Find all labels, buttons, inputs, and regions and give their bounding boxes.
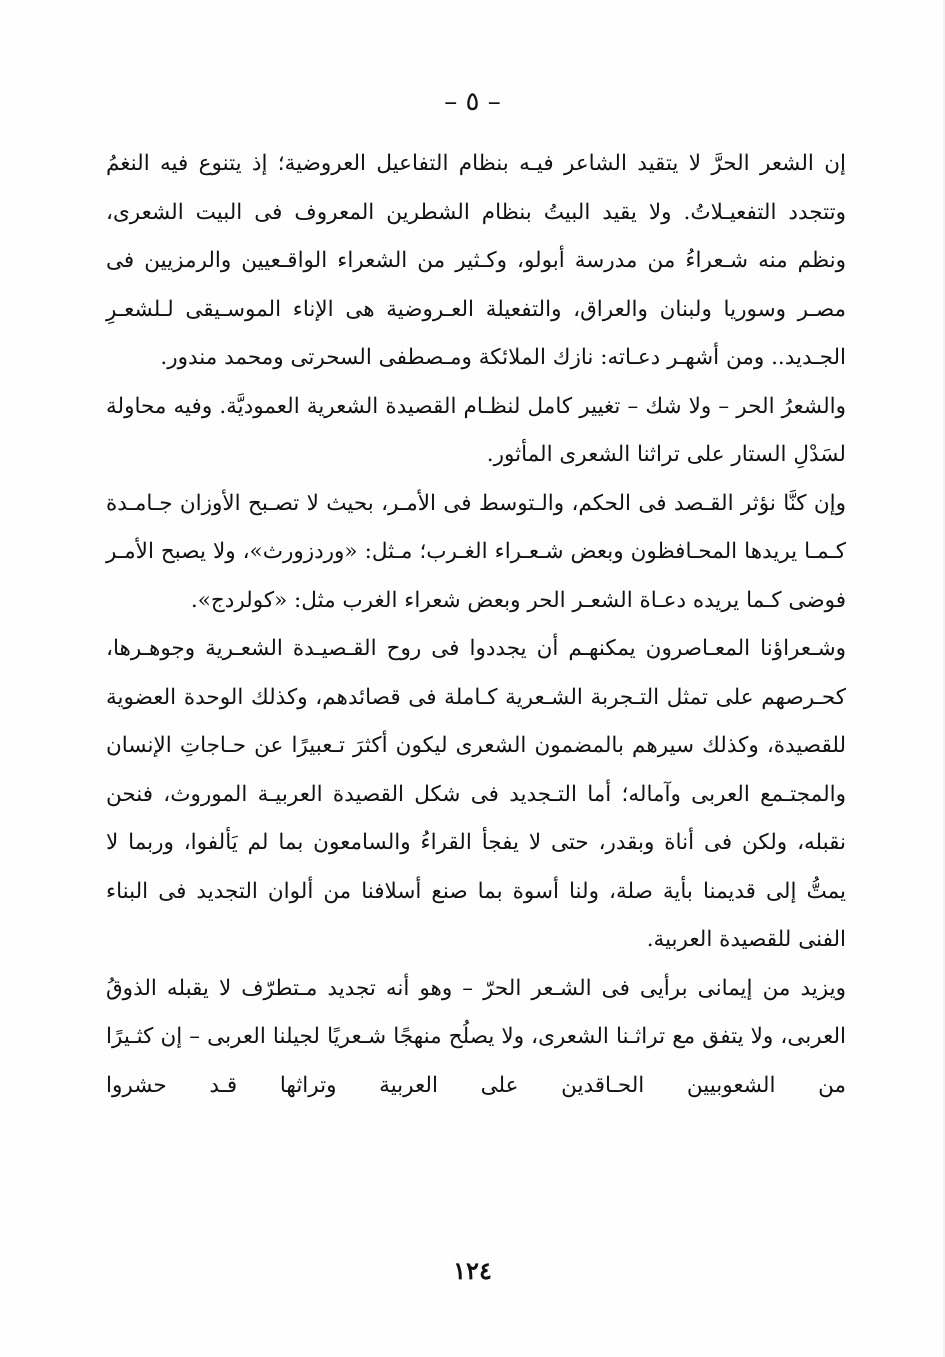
paragraph-free-verse-definition: إن الشعر الحرَّ لا يتقيد الشاعر فيـه بنظام التفاعيل العروضية؛ إذ يتنوع فيه النغمُ وتتجدد التفعيـلاتُ. ولا يقيد البيتُ بنظام الشطرين المعروف فى البيت الشعرى، ونظم منه شـعراءُ من مدرسة أبولو، وكـثير من الشعراء الواقـعيين والرمزيين فى مصـر وسوريا ولبنان والعراق، والتفعيلة العـروضية هى الإناء الموسـيقى لـلشعـرِ الجـديد.. ومن أشهـر دعـاته: نازك الملائكة ومـصطفى السحرتى ومحمد مندور. <box>106 151 846 370</box>
body-text <box>106 140 846 1110</box>
paragraph-contemporary-poets: وشـعراؤنا المعـاصرون يمكنهـم أن يجددوا فى روح القـصيـدة الشعـرية وجوهـرها، كحـرصهم على تمثل التـجربة الشـعرية كـاملة فى قصائدهم، وكذلك الوحدة العضوية للقصيدة، وكذلك سيرهم بالمضمون الشعرى ليكون أكثرَ تـعبيرًا عن حـاجاتِ الإنسان والمجتـمع العربى وآماله؛ أما التـجديد فى شكل القصيدة العربيـة الموروث، فنحن نقبله، ولكن فى أناة وبقدر، حتى لا يفجأ القراءُ والسامعون بما لم يَألفوا، وربما لا يمتُّ إلى قديمنا بأية صلة، ولنا أسوة بما صنع أسلافنا من ألوان التجديد فى البناء الفنى للقصيدة العربية. <box>106 636 846 952</box>
paragraph-moderation: وإن كنَّا نؤثر القـصد فى الحكم، والـتوسط فى الأمـر، بحيث لا تصـبح الأوزان جـامـدة كـمـا يريدها المحـافظون وبعض شـعـراء الغـرب؛ مـثل: «وردزورث»، ولا يصبح الأمـر فوضى كـما يريده دعـاة الشعـر الحر وبعض شعراء الغرب مثل: «كولردج». <box>106 490 846 613</box>
paragraph-free-verse-change: والشعرُ الحر – ولا شك – تغيير كامل لنظـام القصيدة الشعرية العموديَّة. وفيه محاولة لسَدْلِ الستار على تراثنا الشعرى المأثور. <box>106 393 846 467</box>
paragraph-conviction: ويزيد من إيمانى برأيى فى الشـعر الحرّ – وهو أنه تجديد مـتطرّف لا يقبله الذوقُ العربى، ولا يتفق مع تراثـنا الشعرى، ولا يصلُح منهجًا شـعريًا لجيلنا العربى – إن كثـيرًا من الشعوبيين الحـاقدين على العربية وتراثها قـد حشروا <box>106 975 846 1098</box>
page-number: ١٢٤ <box>453 1256 492 1285</box>
section-number: – ٥ – <box>444 87 501 117</box>
